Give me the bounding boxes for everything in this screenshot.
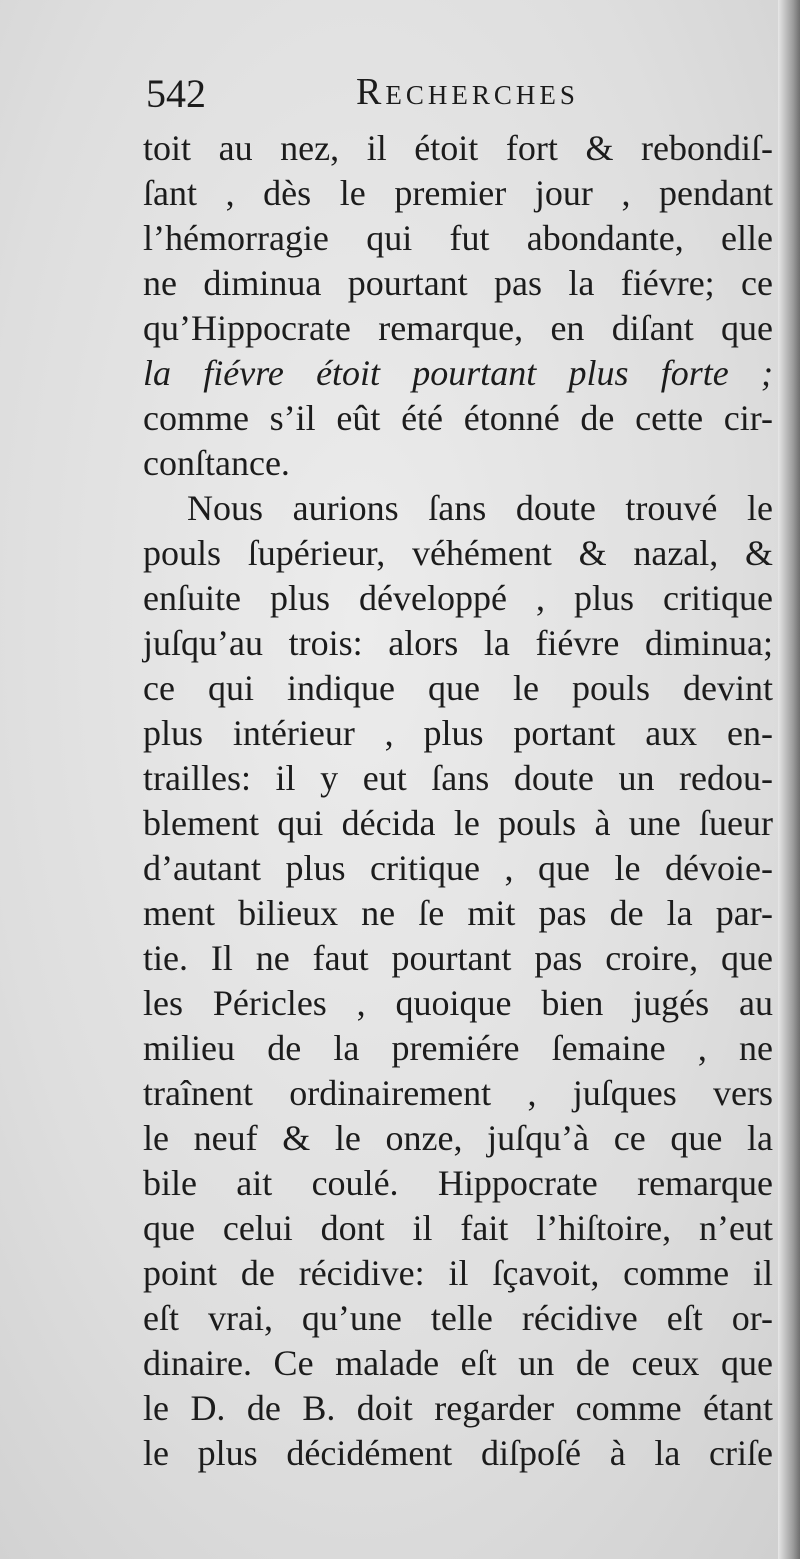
text-line: plus intérieur , plus portant aux en-	[143, 713, 773, 753]
text-line: traînent ordinairement , juſques vers	[143, 1073, 773, 1113]
text-line-italic-quote: la fiévre étoit pourtant plus forte ;	[143, 353, 773, 393]
text-line: toit au nez, il étoit fort & rebondiſ-	[143, 128, 773, 168]
text-line: comme s’il eût été étonné de cette cir-	[143, 398, 773, 438]
text-line: le plus décidément diſpoſé à la criſe	[143, 1433, 773, 1473]
text-line: le neuf & le onze, juſqu’à ce que la	[143, 1118, 773, 1158]
text-line: juſqu’au trois: alors la fiévre diminua;	[143, 623, 773, 663]
text-line: l’hémorragie qui fut abondante, elle	[143, 218, 773, 258]
text-line: bile ait coulé. Hippocrate remarque	[143, 1163, 773, 1203]
text-line: ce qui indique que le pouls devint	[143, 668, 773, 708]
text-line: milieu de la premiére ſemaine , ne	[143, 1028, 773, 1068]
text-line: trailles: il y eut ſans doute un redou-	[143, 758, 773, 798]
page-header	[146, 70, 746, 122]
page-edge-shadow	[778, 0, 800, 1559]
text-line-paragraph-start: Nous aurions ſans doute trouvé le	[187, 488, 773, 528]
text-line: dinaire. Ce malade eſt un de ceux que	[143, 1343, 773, 1383]
text-line: d’autant plus critique , que le dévoie-	[143, 848, 773, 888]
text-line: ſant , dès le premier jour , pendant	[143, 173, 773, 213]
text-line: pouls ſupérieur, véhément & nazal, &	[143, 533, 773, 573]
text-line: que celui dont il fait l’hiſtoire, n’eut	[143, 1208, 773, 1248]
text-line: eſt vrai, qu’une telle récidive eſt or-	[143, 1298, 773, 1338]
text-line: point de récidive: il ſçavoit, comme il	[143, 1253, 773, 1293]
text-line: enſuite plus développé , plus critique	[143, 578, 773, 618]
text-line: les Péricles , quoique bien jugés au	[143, 983, 773, 1023]
text-line: ne diminua pourtant pas la fiévre; ce	[143, 263, 773, 303]
page-number: 542	[146, 71, 206, 116]
running-title: Recherches	[356, 71, 579, 113]
text-line: ment bilieux ne ſe mit pas de la par-	[143, 893, 773, 933]
text-line: blement qui décida le pouls à une ſueur	[143, 803, 773, 843]
text-line: le D. de B. doit regarder comme étant	[143, 1388, 773, 1428]
text-line-paragraph-end: conſtance.	[143, 443, 290, 483]
body-text	[143, 126, 773, 1476]
text-line: tie. Il ne faut pourtant pas croire, que	[143, 938, 773, 978]
text-line: qu’Hippocrate remarque, en diſant que	[143, 308, 773, 348]
